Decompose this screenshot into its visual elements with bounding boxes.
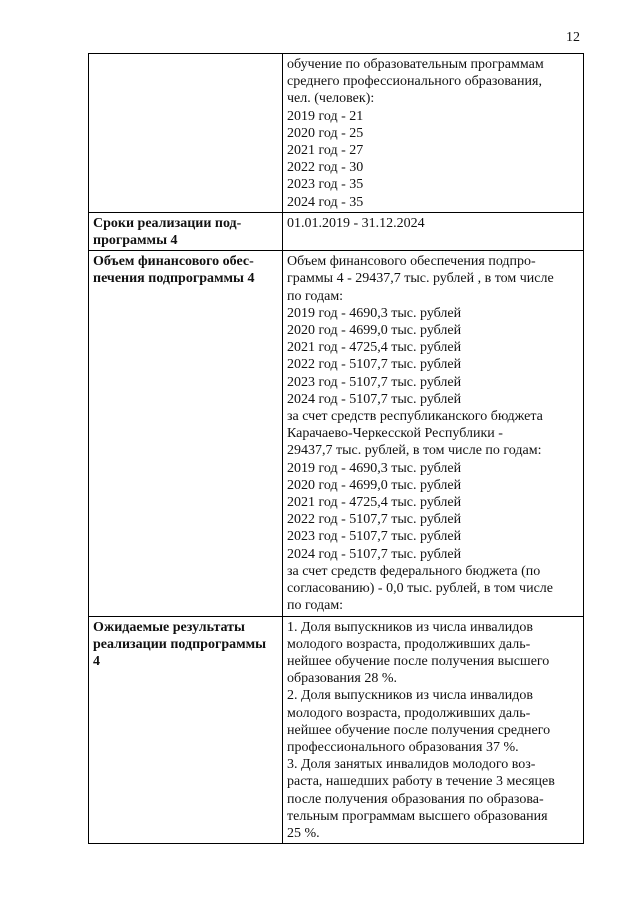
value-line: по годам: [287,288,344,304]
value-line: 2023 год - 35 [287,177,364,193]
table-row [89,54,584,213]
value-line: обучение по образовательным программам [287,57,544,72]
table-row [89,616,584,844]
value-line: 2020 год - 4699,0 тыс. рублей [287,477,462,493]
value-line: тельным программам высшего образования [287,808,548,824]
value-line: образования 28 %. [287,671,398,687]
row-label [89,616,283,844]
value-line: нейшее обучение после получения среднего [287,722,551,738]
value-line: за счет средств федерального бюджета (по [287,563,541,579]
value-line: 2023 год - 5107,7 тыс. рублей [287,374,462,390]
value-line: 01.01.2019 - 31.12.2024 [287,215,425,231]
value-line: профессионального образования 37 %. [287,739,519,755]
row-label-line: печения подпрограммы 4 [93,271,255,287]
row-label-line: Объем финансового обес- [93,254,254,270]
value-line: 2024 год - 35 [287,194,364,210]
value-line: 2021 год - 4725,4 тыс. рублей [287,495,462,511]
value-line: 3. Доля занятых инвалидов молодого воз- [287,757,536,773]
value-line: за счет средств республиканского бюджета [287,409,543,425]
value-line: 2022 год - 30 [287,160,364,176]
value-line: 2. Доля выпускников из числа инвалидов [287,688,533,704]
value-line: молодого возраста, продолживших даль- [287,705,531,721]
value-line: 29437,7 тыс. рублей, в том числе по годам: [287,443,542,459]
value-line: среднего профессионального образования, [287,74,542,90]
table-row [89,251,584,616]
value-line: 2022 год - 5107,7 тыс. рублей [287,357,462,373]
row-label-line: реализации подпрограммы [93,636,267,652]
row-value [283,616,584,844]
value-line: раста, нашедших работу в течение 3 месяцев [287,774,555,790]
row-label-line: программы 4 [93,233,178,249]
value-line: 2020 год - 4699,0 тыс. рублей [287,323,462,339]
value-line: согласованию) - 0,0 тыс. рублей, в том числе [287,581,553,597]
row-label [89,212,283,250]
value-line: граммы 4 - 29437,7 тыс. рублей , в том числе [287,271,554,287]
value-line: 2023 год - 5107,7 тыс. рублей [287,529,462,545]
value-line: 2021 год - 4725,4 тыс. рублей [287,340,462,356]
page-number: 12 [566,30,580,45]
value-line: 2022 год - 5107,7 тыс. рублей [287,512,462,528]
row-value [283,212,584,250]
row-label-line: Сроки реализации под- [93,215,242,231]
value-line: 2024 год - 5107,7 тыс. рублей [287,546,462,562]
value-line: по годам: [287,598,344,614]
subprogram-passport-table [88,53,584,844]
value-line: 25 %. [287,825,320,841]
value-line: молодого возраста, продолживших даль- [287,636,531,652]
value-line: 2021 год - 27 [287,143,364,159]
value-line: 2019 год - 4690,3 тыс. рублей [287,460,462,476]
value-line: 2019 год - 4690,3 тыс. рублей [287,305,462,321]
row-value [283,54,584,213]
value-line: 2024 год - 5107,7 тыс. рублей [287,391,462,407]
row-label-line: Ожидаемые результаты [93,619,245,635]
row-label [89,251,283,616]
value-line: Объем финансового обеспечения подпро- [287,254,536,270]
value-line: 2020 год - 25 [287,125,364,141]
row-label [89,54,283,213]
table-row [89,212,584,250]
row-label-line: 4 [93,653,100,669]
value-line: 1. Доля выпускников из числа инвалидов [287,619,533,635]
row-value [283,251,584,616]
value-line: после получения образования по образова- [287,791,544,807]
value-line: нейшее обучение после получения высшего [287,653,550,669]
value-line: чел. (человек): [287,91,375,107]
value-line: 2019 год - 21 [287,108,364,124]
value-line: Карачаево-Черкесской Республики - [287,426,503,442]
